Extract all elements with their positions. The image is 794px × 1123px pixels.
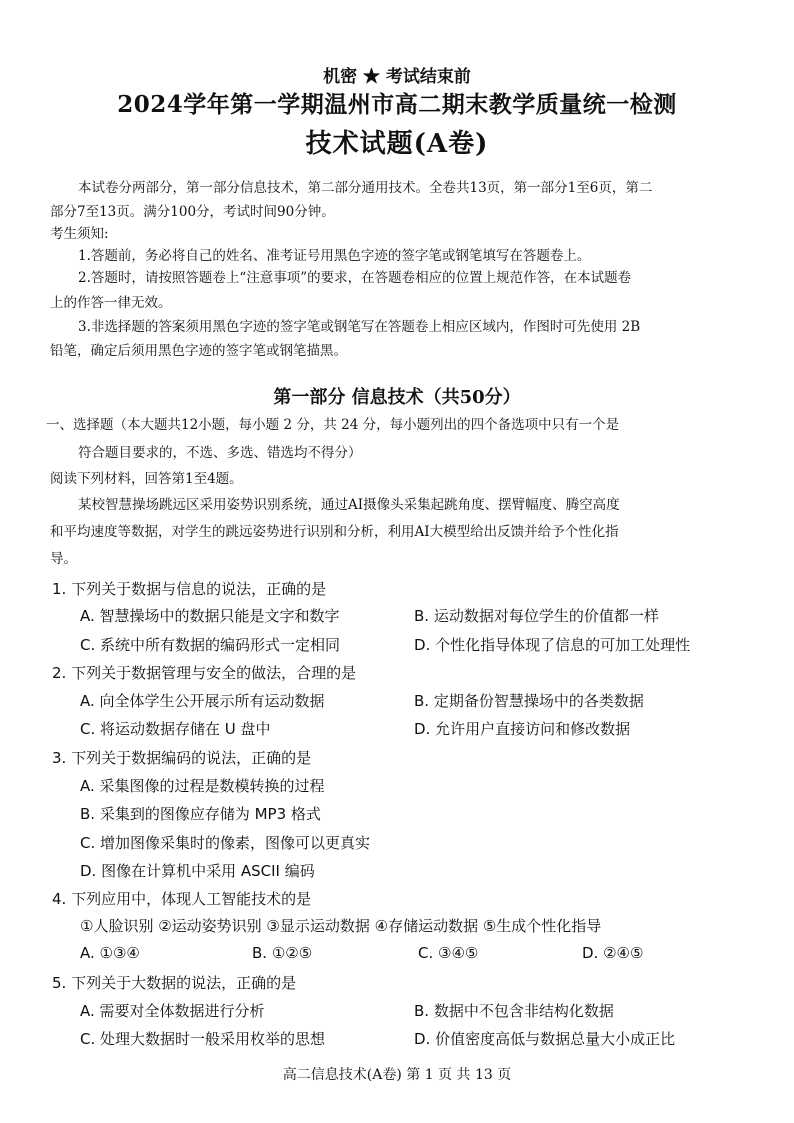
section-title: 第一部分 信息技术（共50分） bbox=[273, 387, 521, 408]
q3-option-c: C. 增加图像采集时的像素，图像可以更真实 bbox=[80, 834, 371, 852]
q1-option-d: D. 个性化指导体现了信息的可加工处理性 bbox=[414, 636, 691, 654]
intro-line-2: 部分7至13页。满分100分，考试时间90分钟。 bbox=[50, 204, 335, 220]
q4-option-c: C. ③④⑤ bbox=[418, 944, 479, 962]
q1-option-a: A. 智慧操场中的数据只能是文字和数字 bbox=[80, 607, 340, 625]
notice-3b: 铅笔，确定后须用黑色字迹的签字笔或钢笔描黑。 bbox=[50, 343, 347, 359]
q2-option-a: A. 向全体学生公开展示所有运动数据 bbox=[80, 692, 325, 710]
exam-title: 2024学年第一学期温州市高二期末教学质量统一检测 bbox=[117, 91, 677, 118]
q5-option-d: D. 价值密度高低与数据总量大小成正比 bbox=[414, 1030, 676, 1048]
q5-option-a: A. 需要对全体数据进行分析 bbox=[80, 1002, 265, 1020]
q4-option-b: B. ①②⑤ bbox=[252, 944, 313, 962]
q4-items: ①人脸识别 ②运动姿势识别 ③显示运动数据 ④存储运动数据 ⑤生成个性化指导 bbox=[80, 917, 602, 935]
reading-prompt: 阅读下列材料，回答第1至4题。 bbox=[50, 471, 243, 487]
q4-option-a: A. ①③④ bbox=[80, 944, 140, 962]
q4-option-d: D. ②④⑤ bbox=[582, 944, 644, 962]
exam-subtitle: 技术试题(A卷) bbox=[305, 129, 489, 159]
q3-option-a: A. 采集图像的过程是数模转换的过程 bbox=[80, 777, 325, 795]
q4-stem: 4. 下列应用中，体现人工智能技术的是 bbox=[52, 890, 312, 908]
page-footer: 高二信息技术(A卷) 第 1 页 共 13 页 bbox=[282, 1067, 512, 1083]
q2-option-d: D. 允许用户直接访问和修改数据 bbox=[414, 720, 631, 738]
notice-2b: 上的作答一律无效。 bbox=[50, 295, 172, 311]
confidential-label: 机密 ★ 考试结束前 bbox=[323, 67, 471, 87]
material-line-1: 某校智慧操场跳远区采用姿势识别系统，通过AI摄像头采集起跳角度、摆臂幅度、腾空高度 bbox=[78, 497, 620, 513]
q3-option-b: B. 采集到的图像应存储为 MP3 格式 bbox=[80, 805, 321, 823]
part-instructions-a: 一、选择题（本大题共12小题，每小题 2 分，共 24 分，每小题列出的四个备选项中只有一个是 bbox=[46, 417, 620, 433]
notice-2a: 2.答题时，请按照答题卷上“注意事项”的要求，在答题卷相应的位置上规范作答，在本试题卷 bbox=[78, 270, 632, 286]
q1-option-b: B. 运动数据对每位学生的价值都一样 bbox=[414, 607, 659, 625]
q5-option-c: C. 处理大数据时一般采用枚举的思想 bbox=[80, 1030, 326, 1048]
notice-3a: 3.非选择题的答案须用黑色字迹的签字笔或钢笔写在答题卷上相应区域内，作图时可先使用 2B bbox=[78, 319, 641, 335]
q2-stem: 2. 下列关于数据管理与安全的做法，合理的是 bbox=[52, 664, 357, 682]
q1-option-c: C. 系统中所有数据的编码形式一定相同 bbox=[80, 636, 341, 654]
notice-title: 考生须知: bbox=[50, 226, 109, 242]
intro-line-1: 本试卷分两部分，第一部分信息技术，第二部分通用技术。全卷共13页，第一部分1至6页，第二 bbox=[78, 180, 653, 196]
material-line-3: 导。 bbox=[50, 551, 77, 567]
q2-option-c: C. 将运动数据存储在 U 盘中 bbox=[80, 720, 271, 738]
notice-1: 1.答题前，务必将自己的姓名、准考证号用黑色字迹的签字笔或钢笔填写在答题卷上。 bbox=[78, 248, 591, 264]
q2-option-b: B. 定期备份智慧操场中的各类数据 bbox=[414, 692, 644, 710]
q3-stem: 3. 下列关于数据编码的说法，正确的是 bbox=[52, 749, 312, 767]
q5-stem: 5. 下列关于大数据的说法，正确的是 bbox=[52, 974, 297, 992]
q3-option-d: D. 图像在计算机中采用 ASCII 编码 bbox=[80, 862, 315, 880]
q5-option-b: B. 数据中不包含非结构化数据 bbox=[414, 1002, 614, 1020]
material-line-2: 和平均速度等数据，对学生的跳远姿势进行识别和分析，利用AI大模型给出反馈并给予个性化指 bbox=[50, 524, 619, 540]
part-instructions-b: 符合题目要求的，不选、多选、错选均不得分） bbox=[78, 445, 362, 461]
q1-stem: 1. 下列关于数据与信息的说法，正确的是 bbox=[52, 580, 327, 598]
